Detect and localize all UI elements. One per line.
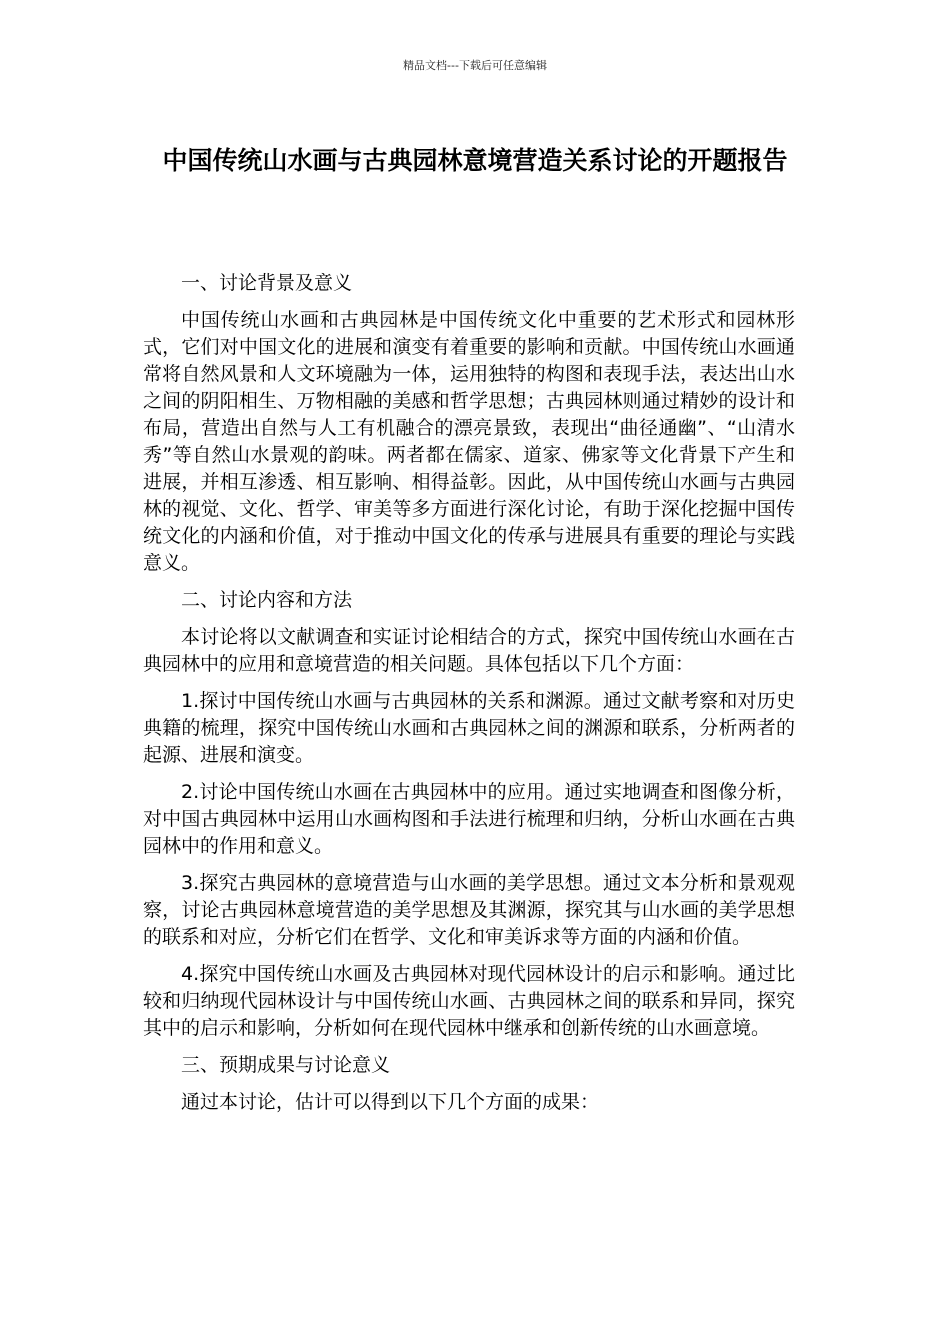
header-note: 精品文档---下载后可任意编辑 xyxy=(403,59,547,72)
section-2-heading: 二、讨论内容和方法 xyxy=(181,589,353,611)
section-3-paragraph: 通过本讨论，估计可以得到以下几个方面的成果： xyxy=(181,1091,600,1113)
section-2-item-4: 4.探究中国传统山水画及古典园林对现代园林设计的启示和影响。通过比较和归纳现代园林设计与中国传统山水画、古典园林之间的联系和异同，探究其中的启示和影响，分析如何在现代园林中继承和创新传统的山水画意境。 xyxy=(143,963,795,1039)
document-title: 中国传统山水画与古典园林意境营造关系讨论的开题报告 xyxy=(162,146,788,175)
section-2-item-3: 3.探究古典园林的意境营造与山水画的美学思想。通过文本分析和景观观察，讨论古典园林意境营造的美学思想及其渊源，探究其与山水画的美学思想的联系和对应，分析它们在哲学、文化和审美诉求等方面的内涵和价值。 xyxy=(143,872,795,948)
section-1-paragraph: 中国传统山水画和古典园林是中国传统文化中重要的艺术形式和园林形式，它们对中国文化的进展和演变有着重要的影响和贡献。中国传统山水画通常将自然风景和人文环境融为一体，运用独特的构图和表现手法，表达出山水之间的阴阳相生、万物相融的美感和哲学思想；古典园林则通过精妙的设计和布局，营造出自然与人工有机融合的漂亮景致，表现出“曲径通幽”、“山清水秀”等自然山水景观的韵味。两者都在儒家、道家、佛家等文化背景下产生和进展，并相互渗透、相互影响、相得益彰。因此，从中国传统山水画与古典园林的视觉、文化、哲学、审美等多方面进行深化讨论，有助于深化挖掘中国传统文化的内涵和价值，对于推动中国文化的传承与进展具有重要的理论与实践意义。 xyxy=(143,309,795,574)
section-2-item-2: 2.讨论中国传统山水画在古典园林中的应用。通过实地调查和图像分析，对中国古典园林中运用山水画构图和手法进行梳理和归纳，分析山水画在古典园林中的作用和意义。 xyxy=(143,781,795,857)
section-2-item-1: 1.探讨中国传统山水画与古典园林的关系和渊源。通过文献考察和对历史典籍的梳理，探究中国传统山水画和古典园林之间的渊源和联系，分析两者的起源、进展和演变。 xyxy=(143,690,795,766)
document-body xyxy=(143,270,795,1126)
section-3-heading: 三、预期成果与讨论意义 xyxy=(181,1054,391,1076)
section-2-intro: 本讨论将以文献调查和实证讨论相结合的方式，探究中国传统山水画在古典园林中的应用和意境营造的相关问题。具体包括以下几个方面： xyxy=(143,626,795,675)
section-1-heading: 一、讨论背景及意义 xyxy=(181,272,353,294)
